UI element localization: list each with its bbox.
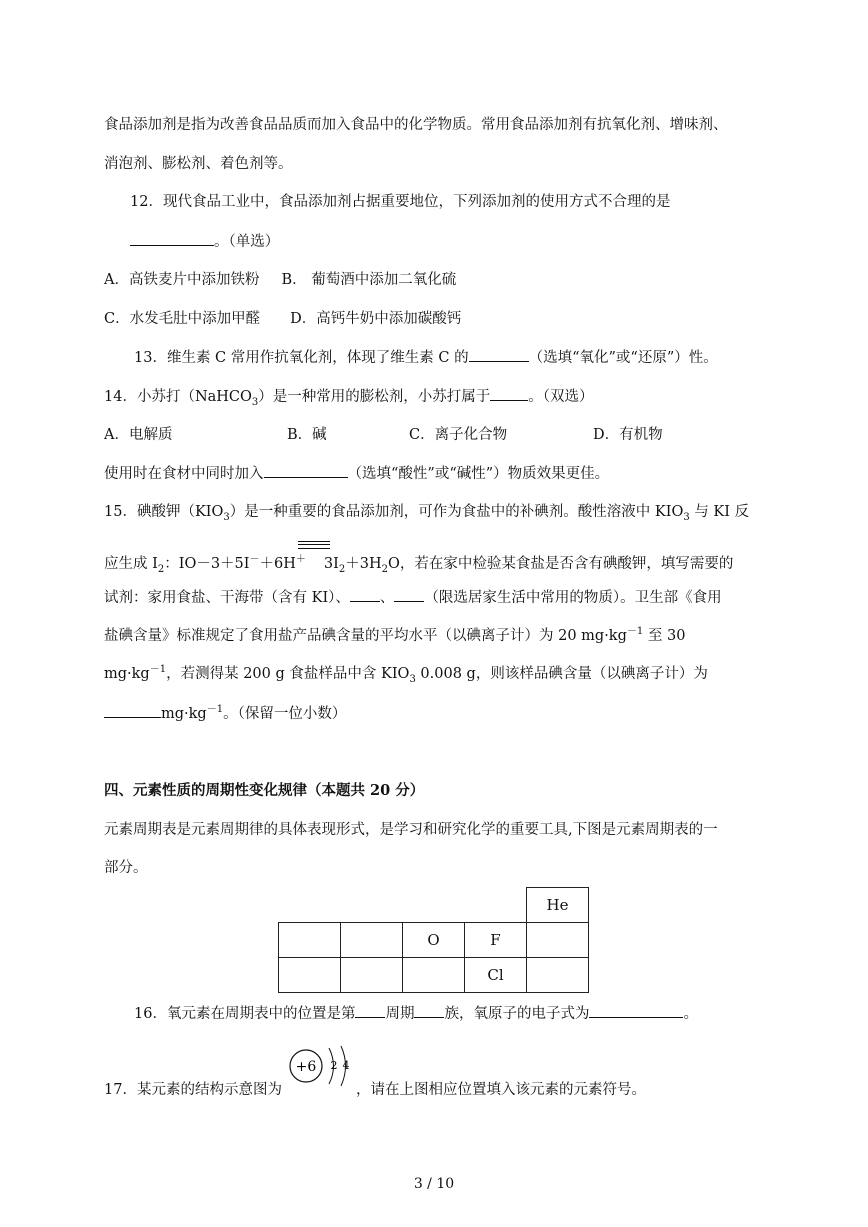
q15-blank-2[interactable] — [394, 587, 424, 602]
q15-line-6: $mg\cdot kg^{-1}$。（保留一位小数） — [104, 703, 346, 724]
q15-blank-1[interactable] — [350, 587, 380, 602]
shell-1-electrons: 2 — [330, 1059, 338, 1072]
q14-option-d[interactable]: D．有机物 — [593, 427, 663, 443]
equation-equals-sign — [298, 541, 330, 549]
q15-line-5: $mg\cdot kg^{-1}$，若测得某 200 g 食盐样品中含 $KIO_3$ 0.008 g，则该样品碘含量（以碘离子计）为 — [104, 664, 708, 685]
q14-stem: 14．小苏打（NaHCO$_3$）是一种常用的膨松剂，小苏打属于 。（双选） — [104, 386, 594, 407]
q14-option-a[interactable]: A．电解质 — [104, 427, 173, 443]
section-4-para-1: 元素周期表是元素周期律的具体表现形式，是学习和研究化学的重要工具,下图是元素周期表的一 — [104, 822, 718, 838]
cell-empty[interactable] — [527, 958, 589, 993]
cell-f: F — [465, 923, 527, 958]
q16-blank-period[interactable] — [355, 1003, 385, 1018]
q13-blank[interactable] — [469, 347, 529, 362]
cell-empty[interactable] — [527, 923, 589, 958]
cell-he: He — [527, 888, 589, 923]
section-4-title: 四、元素性质的周期性变化规律（本题共 20 分） — [104, 782, 425, 799]
q16-blank-group[interactable] — [414, 1003, 444, 1018]
q16-blank-electron-formula[interactable] — [589, 1003, 683, 1018]
q12-options-row-2 — [104, 309, 461, 329]
q12-option-d[interactable]: D．高钙牛奶中添加碳酸钙 — [290, 311, 462, 327]
q15-line-1: 15．碘酸钾$(KIO_3)$是一种重要的食品添加剂，可作为食盐中的补碘剂。酸性溶液中 $KIO_3$ 与 KI 反 — [104, 504, 750, 523]
q14-use-blank[interactable] — [264, 463, 348, 478]
periodic-table-fragment — [278, 887, 589, 993]
q14-option-b[interactable]: B．碱 — [287, 427, 327, 443]
intro-line-2: 消泡剂、膨松剂、着色剂等。 — [104, 156, 293, 172]
shell-2-electrons: 4 — [342, 1059, 350, 1072]
cell-empty[interactable] — [403, 958, 465, 993]
q14-option-c[interactable]: C．离子化合物 — [409, 427, 508, 443]
intro-line-1: 食品添加剂是指为改善食品品质而加入食品中的化学物质。常用食品添加剂有抗氧化剂、增味剂、 — [104, 117, 728, 133]
cell-empty[interactable] — [341, 923, 403, 958]
q12-option-a[interactable]: A．高铁麦片中添加铁粉 — [104, 272, 260, 288]
q13: 13．维生素 C 常用作抗氧化剂，体现了维生素 C 的 （选填“氧化”或“还原”）性。 — [134, 347, 718, 368]
q12-options-row-1 — [104, 270, 456, 290]
cell-empty[interactable] — [279, 958, 341, 993]
cell-cl: Cl — [465, 958, 527, 993]
q15-blank-3[interactable] — [104, 703, 161, 718]
q14-blank[interactable] — [490, 386, 528, 401]
section-4-para-2: 部分。 — [104, 860, 148, 876]
q15-line-4: 盐碘含量》标准规定了食用盐产品碘含量的平均水平（以碘离子计）为 20 $mg\cdot kg^{-1}$ 至 30 — [104, 626, 686, 644]
q12-answer-line: 。（单选） — [130, 231, 279, 252]
q17-prefix: 17．某元素的结构示意图为 — [104, 1082, 282, 1098]
q12-blank[interactable] — [130, 231, 214, 246]
atomic-structure-diagram — [286, 1042, 358, 1092]
q12-stem: 12．现代食品工业中，食品添加剂占据重要地位，下列添加剂的使用方式不合理的是 — [130, 194, 671, 210]
nucleus-charge: +6 — [295, 1059, 317, 1075]
q17-suffix: ，请在上图相应位置填入该元素的元素符号。 — [356, 1082, 646, 1098]
q15-line-2: 应生成 $I_2$：IO－3＋5I－＋6H＋ $3I_2+3H_2O$，若在家中检验某食盐是否含有碘酸钾，填写需要的 — [104, 554, 734, 575]
cell-empty[interactable] — [341, 958, 403, 993]
cell-o: O — [403, 923, 465, 958]
q12-option-c[interactable]: C．水发毛肚中添加甲醛 — [104, 311, 261, 327]
q12-option-b[interactable]: B． 葡萄酒中添加二氧化硫 — [281, 272, 457, 288]
page-number: 3 / 10 — [413, 1176, 455, 1192]
q15-line-3: 试剂：家用食盐、干海带（含有 KI）、 、 （限选居家生活中常用的物质）。卫生部《食用 — [104, 587, 722, 608]
q14-use: 使用时在食材中同时加入 （选填“酸性”或“碱性”）物质效果更佳。 — [104, 463, 609, 484]
cell-empty[interactable] — [279, 923, 341, 958]
q16: 16．氧元素在周期表中的位置是第 周期 族，氧原子的电子式为 。 — [134, 1003, 698, 1024]
